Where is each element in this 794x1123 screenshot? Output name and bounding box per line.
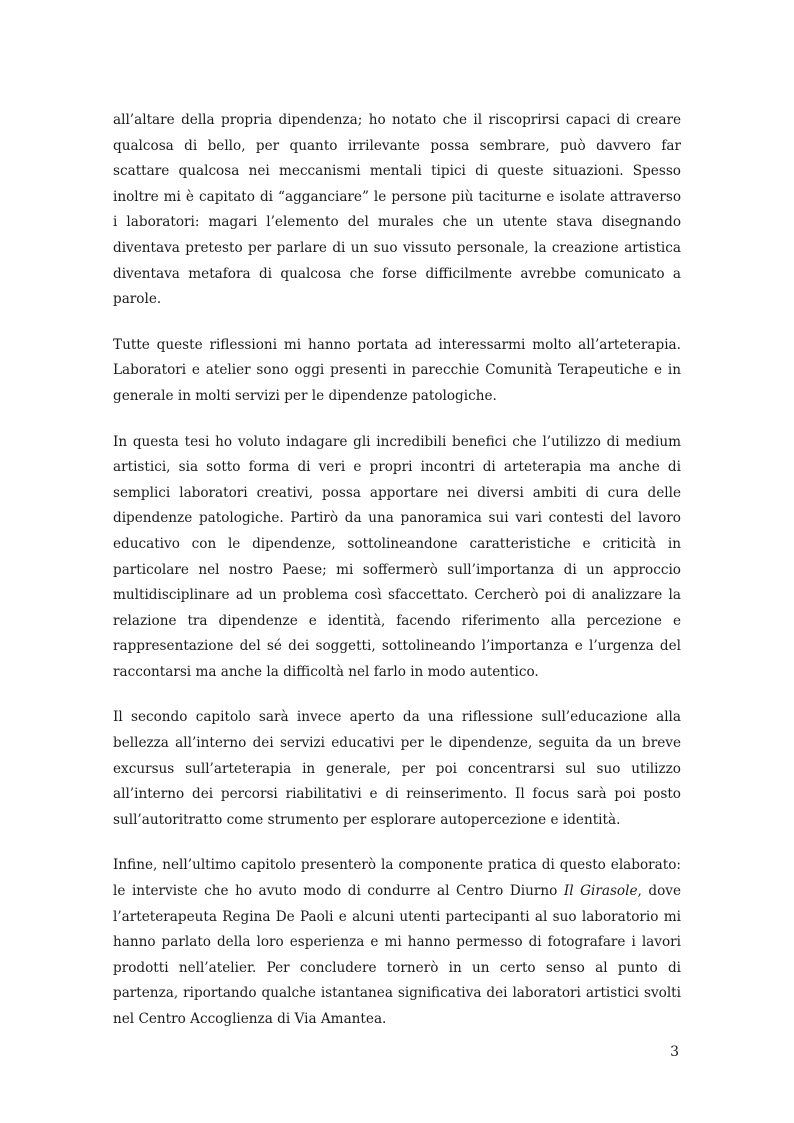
paragraph-4: Il secondo capitolo sarà invece aperto da una riflessione sull’educazione alla bellezza all’interno dei servizi educativi per le dipendenze, seguita da un breve excursus sull’arteterapia in generale, per poi concentrarsi sul suo utilizzo all’interno dei percorsi riabilitativi e di reinserimento. Il focus sarà poi posto sull’autoritratto come strumento per esplorare autopercezione e identità.	[113, 709, 681, 828]
page-number: 3	[670, 1044, 679, 1060]
paragraph-5	[113, 853, 681, 1032]
body-text	[113, 108, 681, 1053]
centre-name-italic: Il Girasole	[563, 883, 638, 900]
paragraph-3: In questa tesi ho voluto indagare gli incredibili benefici che l’utilizzo di medium artistici, sia sotto forma di veri e propri incontri di arteterapia ma anche di semplici laboratori creativi, possa apportare nei diversi ambiti di cura delle dipendenze patologiche. Partirò da una panoramica sui vari contesti del lavoro educativo con le dipendenze, sottolineandone caratteristiche e criticità in particolare nel nostro Paese; mi soffermerò sull’importanza di un approccio multidisciplinare ad un problema così sfaccettato. Cercherò poi di analizzare la relazione tra dipendenze e identità, facendo riferimento alla percezione e rappresentazione del sé dei soggetti, sottolineando l’importanza e l’urgenza del raccontarsi ma anche la difficoltà nel farlo in modo autentico.	[113, 433, 681, 680]
paragraph-1: all’altare della propria dipendenza; ho notato che il riscoprirsi capaci di creare qualcosa di bello, per quanto irrilevante possa sembrare, può davvero far scattare qualcosa nei meccanismi mentali tipici di queste situazioni. Spesso inoltre mi è capitato di “agganciare” le persone più taciturne e isolate attraverso i laboratori: magari l’elemento del murales che un utente stava disegnando diventava pretesto per parlare di un suo vissuto personale, la creazione artistica diventava metafora di qualcosa che forse difficilmente avrebbe comunicato a parole.	[113, 112, 681, 308]
paragraph-5-text-end: , dove l’arteterapeuta Regina De Paoli e alcuni utenti partecipanti al suo laboratorio mi hanno parlato della loro esperienza e mi hanno permesso di fotografare i lavori prodotti nell’atelier. Per concludere tornerò in un certo senso al punto di partenza, riportando qualche istantanea significativa dei laboratori artistici svolti nel Centro Accoglienza di Via Amantea.	[113, 883, 681, 1027]
paragraph-2: Tutte queste riflessioni mi hanno portata ad interessarmi molto all’arteterapia. Laboratori e atelier sono oggi presenti in parecchie Comunità Terapeutiche e in generale in molti servizi per le dipendenze patologiche.	[113, 336, 681, 404]
paragraph-5-text-start: Infine, nell’ultimo capitolo presenterò la componente pratica di questo elaborato: le interviste che ho avuto modo di condurre al Centro Diurno	[113, 857, 681, 900]
